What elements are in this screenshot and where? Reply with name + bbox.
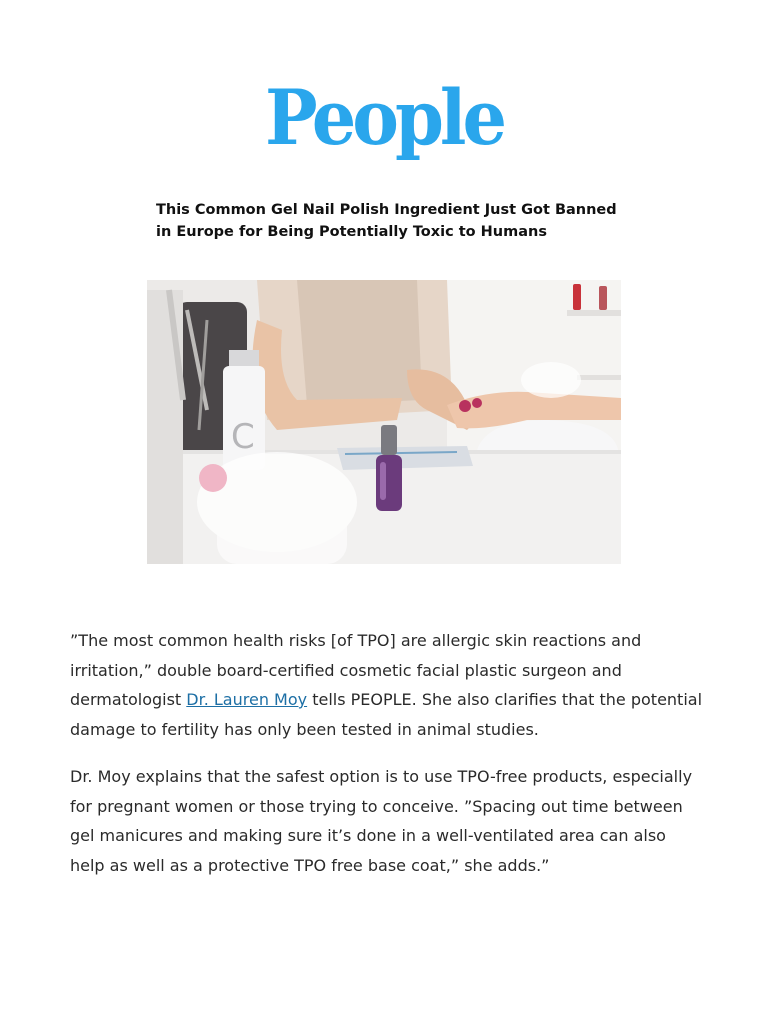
article-paragraph-1 bbox=[70, 626, 702, 744]
people-logo: People bbox=[264, 72, 504, 163]
headline-line-2: in Europe for Being Potentially Toxic to Humans bbox=[156, 224, 547, 240]
paragraph-1-text-after-link: tells PEOPLE. She also clarifies that the potential damage to fertility has only been tested in animal studies. bbox=[70, 690, 703, 739]
dr-lauren-moy-link[interactable]: Dr. Lauren Moy bbox=[186, 690, 308, 709]
headline-line-1: This Common Gel Nail Polish Ingredient Just Got Banned bbox=[156, 202, 617, 218]
article-headline bbox=[156, 199, 626, 243]
paragraph-1-text-before-link: ”The most common health risks [of TPO] are allergic skin reactions and irritation,” double board-certified cosmetic facial plastic surgeon and dermatologist bbox=[70, 631, 642, 709]
svg-text:C: C bbox=[231, 417, 255, 457]
manicure-illustration bbox=[147, 280, 621, 564]
article-paragraph-2: Dr. Moy explains that the safest option is to use TPO-free products, especially for pregnant women or those trying to conceive. ”Spacing out time between gel manicures and making sure it’s done in a well-ventilated area can also help as well as a protective TPO free base coat,” she adds.” bbox=[70, 767, 693, 875]
hero-image-manicure bbox=[147, 280, 621, 564]
